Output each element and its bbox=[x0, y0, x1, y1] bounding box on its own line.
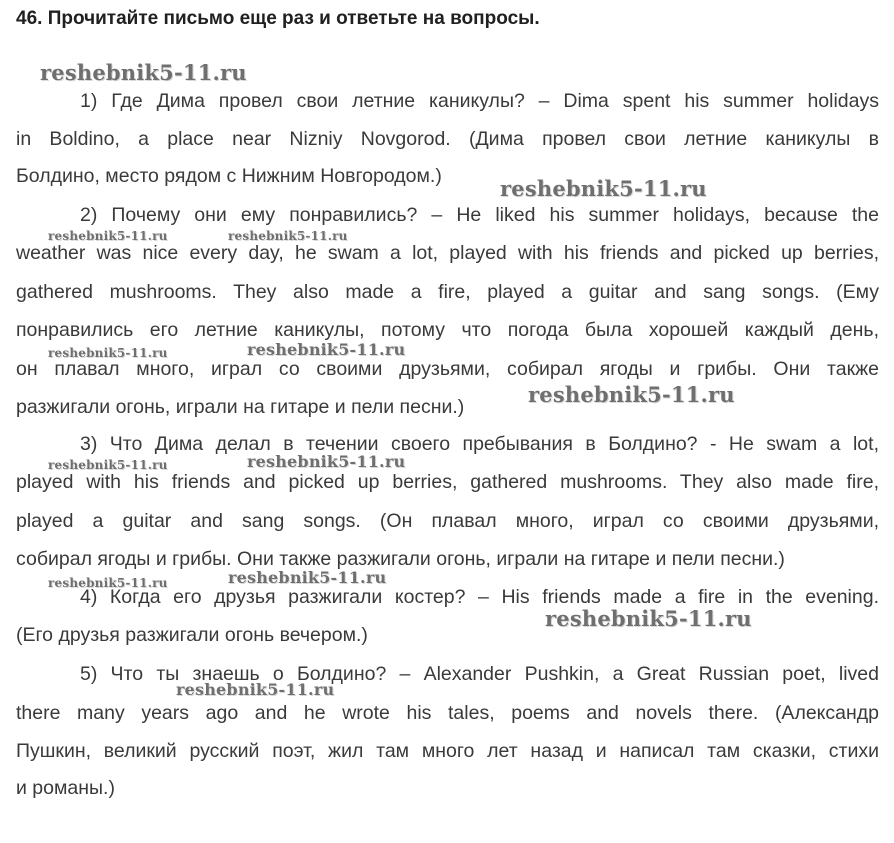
answer-3-line-1: 3) Что Дима делал в течении своего пребывания в Болдино? - He swam a lot, bbox=[80, 433, 879, 455]
watermark: reshebnik5-11.ru bbox=[48, 346, 168, 360]
watermark: reshebnik5-11.ru bbox=[247, 340, 406, 359]
answer-3-line-3: played a guitar and sang songs. (Он плавал много, играл со своими друзьями, bbox=[16, 510, 879, 532]
answer-2-line-4: понравились его летние каникулы, потому что погода была хорошей каждый день, bbox=[16, 319, 879, 341]
exercise-title: 46. Прочитайте письмо еще раз и ответьте на вопросы. bbox=[16, 8, 540, 29]
watermark: reshebnik5-11.ru bbox=[40, 60, 247, 85]
watermark: reshebnik5-11.ru bbox=[545, 606, 752, 631]
answer-5-line-2: there many years ago and he wrote his tales, poems and novels there. (Александр bbox=[16, 702, 879, 724]
answer-2-line-6: разжигали огонь, играли на гитаре и пели песни.) bbox=[16, 396, 465, 418]
watermark: reshebnik5-11.ru bbox=[528, 382, 735, 407]
answer-3-line-2: played with his friends and picked up berries, gathered mushrooms. They also made fire, bbox=[16, 471, 879, 493]
answer-5-line-3: Пушкин, великий русский поэт, жил там много лет назад и написал там сказки, стихи bbox=[16, 740, 879, 762]
answer-2-line-5: он плавал много, играл со своими друзьями, собирал ягоды и грибы. Они также bbox=[16, 358, 879, 380]
watermark: reshebnik5-11.ru bbox=[228, 229, 348, 243]
watermark: reshebnik5-11.ru bbox=[228, 568, 387, 587]
answer-2-line-2: weather was nice every day, he swam a lot, played with his friends and picked up berries, bbox=[16, 242, 879, 264]
watermark: reshebnik5-11.ru bbox=[500, 176, 707, 201]
watermark: reshebnik5-11.ru bbox=[48, 229, 168, 243]
answer-5-line-4: и романы.) bbox=[16, 777, 115, 799]
answer-4-line-2: (Его друзья разжигали огонь вечером.) bbox=[16, 624, 368, 646]
answer-3-line-4: собирал ягоды и грибы. Они также разжигали огонь, играли на гитаре и пели песни.) bbox=[16, 548, 785, 570]
watermark: reshebnik5-11.ru bbox=[48, 458, 168, 472]
answer-1-line-3: Болдино, место рядом с Нижним Новгородом.) bbox=[16, 165, 442, 187]
watermark: reshebnik5-11.ru bbox=[176, 680, 335, 699]
answer-1-line-2: in Boldino, a place near Nizniy Novgorod. (Дима провел свои летние каникулы в bbox=[16, 128, 879, 150]
watermark: reshebnik5-11.ru bbox=[48, 576, 168, 590]
answer-5-line-1: 5) Что ты знаешь о Болдино? – Alexander Pushkin, a Great Russian poet, lived bbox=[80, 663, 879, 685]
watermark: reshebnik5-11.ru bbox=[247, 452, 406, 471]
answer-4-line-1: 4) Когда его друзья разжигали костер? – His friends made a fire in the evening. bbox=[80, 586, 879, 608]
answer-2-line-3: gathered mushrooms. They also made a fire, played a guitar and sang songs. (Ему bbox=[16, 281, 879, 303]
answer-1-line-1: 1) Где Дима провел свои летние каникулы? – Dima spent his summer holidays bbox=[80, 90, 879, 112]
answer-2-line-1: 2) Почему они ему понравились? – He liked his summer holidays, because the bbox=[80, 204, 879, 226]
